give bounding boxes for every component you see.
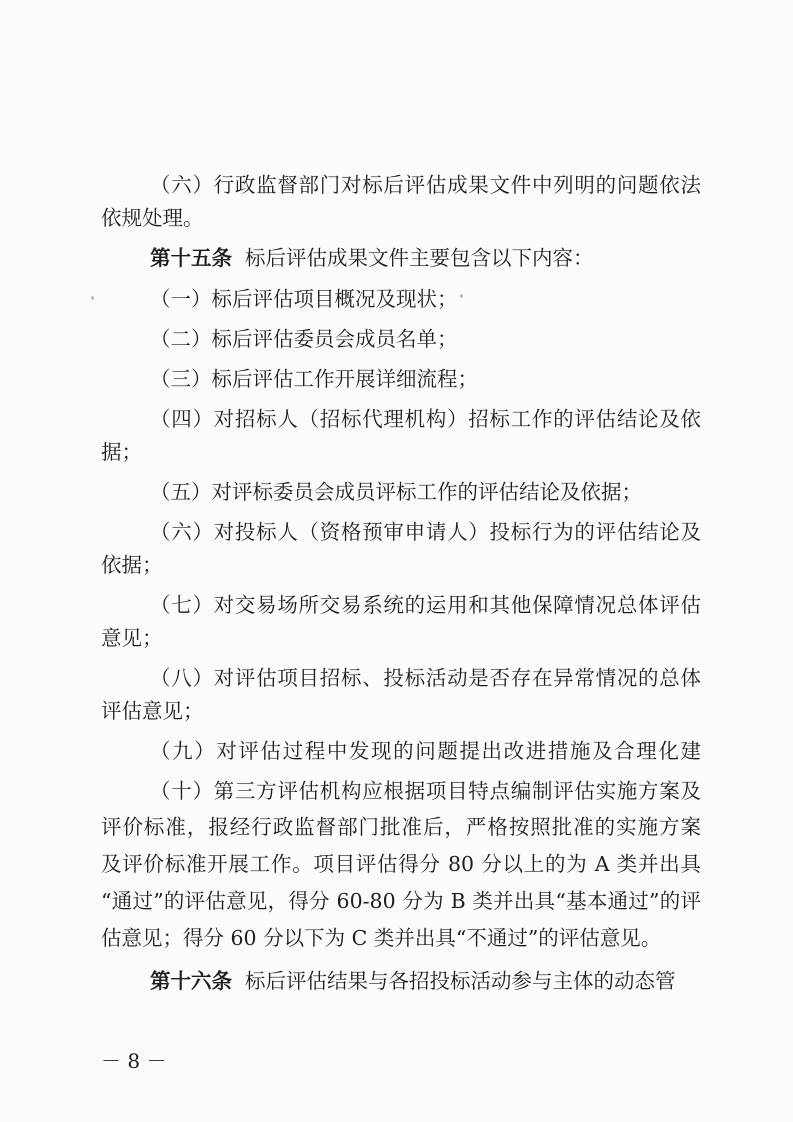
- list-item: （十）第三方评估机构应根据项目特点编制评估实施方案及: [150, 779, 701, 803]
- list-item-continuation: 依据；: [101, 553, 163, 577]
- list-item: （六）对投标人（资格预审申请人）投标行为的评估结论及: [150, 520, 701, 544]
- list-item: （三）标后评估工作开展详细流程；: [150, 367, 478, 391]
- list-item: （二）标后评估委员会成员名单；: [150, 327, 458, 351]
- list-item: （五）对评标委员会成员评标工作的评估结论及依据；: [150, 480, 642, 504]
- article-16-heading: [150, 966, 701, 996]
- list-item-continuation: 评估意见；: [101, 699, 204, 723]
- paragraph-line: （六）行政监督部门对标后评估成果文件中列明的问题依法: [150, 173, 701, 197]
- list-item-continuation: “通过”的评估意见，得分 60-80 分为 B 类并出具“基本通过”的评: [101, 889, 701, 913]
- page-number: － 8 －: [101, 1049, 167, 1073]
- list-item-continuation: 意见；: [101, 626, 163, 650]
- article-15-number: 第十五条: [150, 246, 232, 270]
- scan-speck: [91, 296, 94, 300]
- scan-speck: [460, 294, 463, 298]
- list-item-continuation: 评价标准，报经行政监督部门批准后，严格按照批准的实施方案: [101, 815, 701, 839]
- list-item: （八）对评估项目招标、投标活动是否存在异常情况的总体: [150, 666, 701, 690]
- list-item: （七）对交易场所交易系统的运用和其他保障情况总体评估: [150, 593, 701, 617]
- list-item: （四）对招标人（招标代理机构）招标工作的评估结论及依: [150, 407, 701, 431]
- list-item: （一）标后评估项目概况及现状；: [150, 287, 458, 311]
- list-item-continuation: 估意见；得分 60 分以下为 C 类并出具“不通过”的评估意见。: [101, 926, 662, 950]
- article-16-text: 标后评估结果与各招投标活动参与主体的动态管: [245, 969, 676, 993]
- list-item-continuation: 据；: [101, 440, 142, 464]
- article-15-text: 标后评估成果文件主要包含以下内容：: [245, 246, 594, 270]
- article-16-number: 第十六条: [150, 969, 232, 993]
- paragraph-line: 依规处理。: [101, 206, 204, 230]
- list-item: （九）对评估过程中发现的问题提出改进措施及合理化建: [150, 739, 701, 763]
- article-15-heading: [150, 243, 701, 273]
- list-item-continuation: 及评价标准开展工作。项目评估得分 80 分以上的为 A 类并出具: [101, 852, 701, 876]
